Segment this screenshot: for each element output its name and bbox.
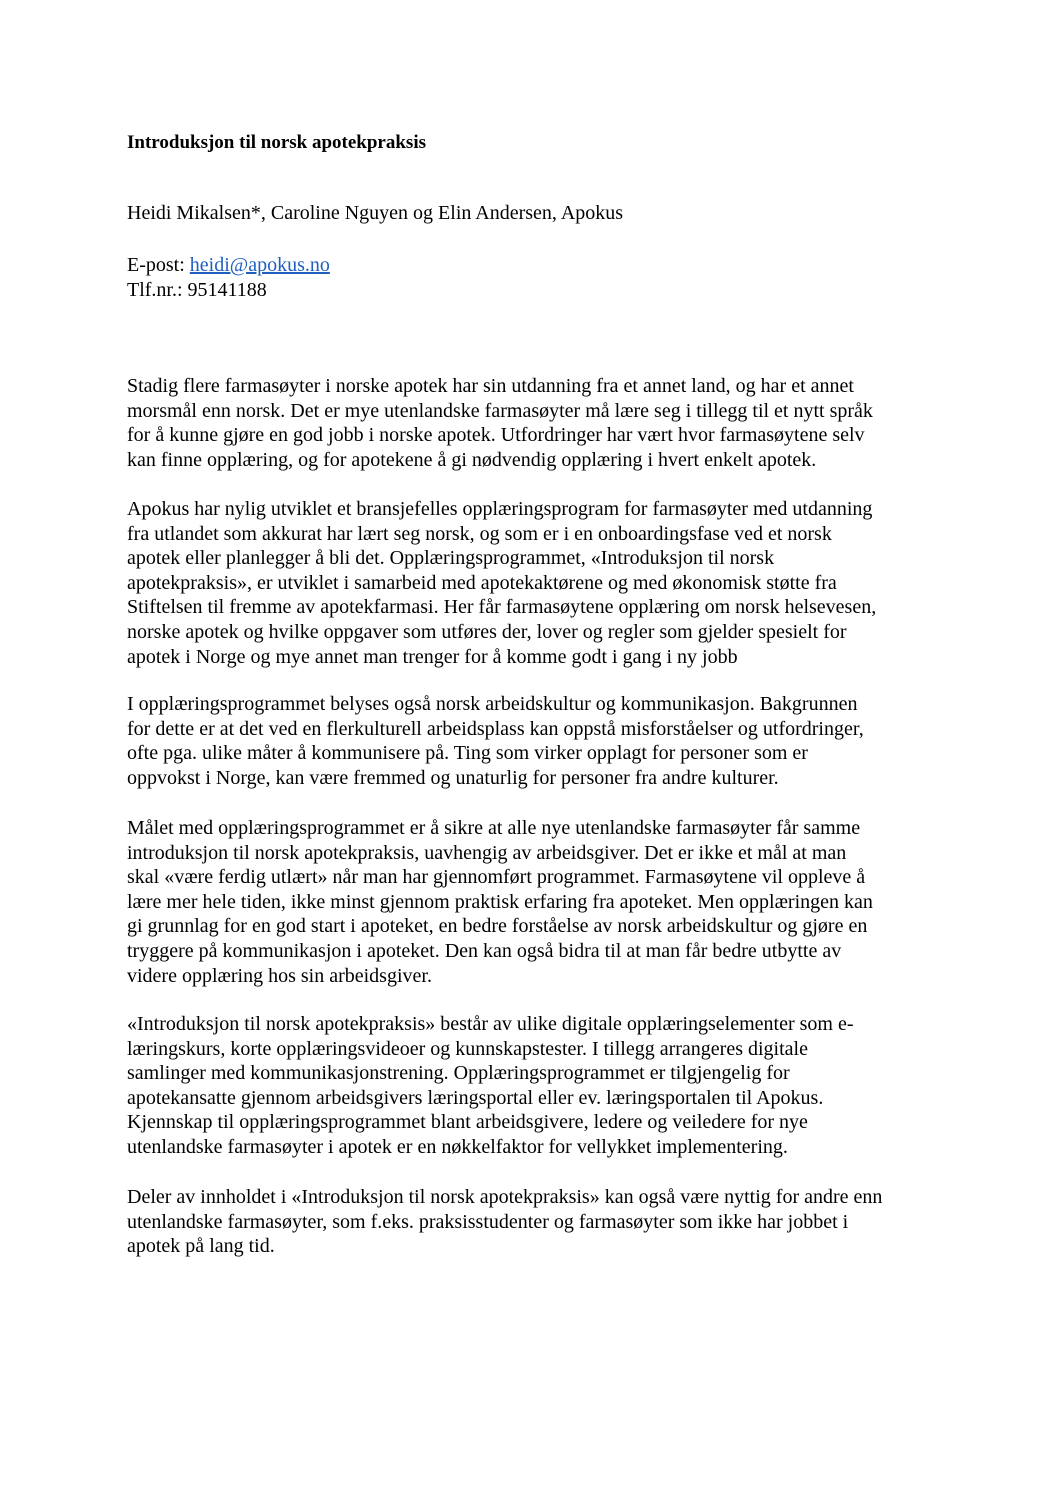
contact-info <box>127 253 947 302</box>
paragraph-line: apotek eller planlegger å bli det. Opplæringsprogrammet, «Introduksjon til norsk <box>127 547 775 570</box>
paragraph-line: for dette er at det ved en flerkulturell arbeidsplass kan oppstå misforståelser og utfordringer, <box>127 717 864 740</box>
paragraph-line: kan finne opplæring, og for apotekene å gi nødvendig opplæring i hvert enkelt apotek. <box>127 448 817 471</box>
phone-label: Tlf.nr.: <box>127 278 188 301</box>
paragraph-line: videre opplæring hos sin arbeidsgiver. <box>127 964 432 987</box>
paragraph-line: apotekansatte gjennom arbeidsgivers læringsportal eller ev. læringsportalen til Apokus. <box>127 1086 824 1109</box>
paragraph-line: tryggere på kommunikasjon i apoteket. Den kan også bidra til at man får bedre utbytte av <box>127 939 842 962</box>
paragraph-5 <box>127 1012 947 1160</box>
paragraph-line: apotek på lang tid. <box>127 1235 275 1258</box>
paragraph-line: apotek i Norge og mye annet man trenger for å komme godt i gang i ny jobb <box>127 645 738 668</box>
paragraph-line: for å kunne gjøre en god jobb i norske apotek. Utfordringer har vært hvor farmasøytene selv <box>127 424 865 447</box>
paragraph-line: utenlandske farmasøyter i apotek er en nøkkelfaktor for vellykket implementering. <box>127 1135 788 1158</box>
paragraph-line: skal «være ferdig utlært» når man har gjennomført programmet. Farmasøytene vil oppleve å <box>127 866 866 889</box>
paragraph-line: fra utlandet som akkurat har lært seg norsk, og som er i en onboardingsfase ved et norsk <box>127 522 832 545</box>
paragraph-line: morsmål enn norsk. Det er mye utenlandske farmasøyter må lære seg i tillegg til et nytt språk <box>127 399 873 422</box>
paragraph-line: samlinger med kommunikasjonstrening. Opplæringsprogrammet er tilgjengelig for <box>127 1062 790 1085</box>
author-line: Heidi Mikalsen*, Caroline Nguyen og Elin Andersen, Apokus <box>127 202 624 224</box>
paragraph-line: lære mer hele tiden, ikke minst gjennom praktisk erfaring fra apoteket. Men opplæringen kan <box>127 890 873 913</box>
phone-number: 95141188 <box>187 278 267 301</box>
paragraph-line: «Introduksjon til norsk apotekpraksis» består av ulike digitale opplæringselementer som e- <box>127 1013 854 1035</box>
paragraph-line: utenlandske farmasøyter, som f.eks. praksisstudenter og farmasøyter som ikke har jobbet i <box>127 1210 849 1233</box>
paragraph-3 <box>127 692 947 790</box>
paragraph-line: norske apotek og hvilke oppgaver som utføres der, lover og regler som gjelder spesielt for <box>127 620 847 643</box>
paragraph-line: Stiftelsen til fremme av apotekfarmasi. Her får farmasøytene opplæring om norsk helsevesen, <box>127 596 877 619</box>
document-title: Introduksjon til norsk apotekpraksis <box>127 132 426 153</box>
paragraph-line: Kjennskap til opplæringsprogrammet blant arbeidsgivere, ledere og veiledere for nye <box>127 1111 808 1134</box>
email-line <box>127 253 947 278</box>
paragraph-line: Målet med opplæringsprogrammet er å sikre at alle nye utenlandske farmasøyter får samme <box>127 817 861 839</box>
paragraph-4 <box>127 816 947 988</box>
paragraph-line: apotekpraksis», er utviklet i samarbeid med apotekaktørene og med økonomisk støtte fra <box>127 571 837 594</box>
paragraph-line: I opplæringsprogrammet belyses også norsk arbeidskultur og kommunikasjon. Bakgrunnen <box>127 693 858 715</box>
paragraph-line: Stadig flere farmasøyter i norske apotek har sin utdanning fra et annet land, og har et annet <box>127 375 854 397</box>
paragraph-line: introduksjon til norsk apotekpraksis, uavhengig av arbeidsgiver. Det er ikke et mål at man <box>127 841 847 864</box>
paragraph-line: ofte pga. ulike måter å kommunisere på. Ting som virker opplagt for personer som er <box>127 742 808 765</box>
email-link[interactable]: heidi@apokus.no <box>189 254 330 276</box>
paragraph-line: oppvokst i Norge, kan være fremmed og unaturlig for personer fra andre kulturer. <box>127 766 779 789</box>
phone-line <box>127 278 947 303</box>
paragraph-line: Deler av innholdet i «Introduksjon til norsk apotekpraksis» kan også være nyttig for andre enn <box>127 1186 883 1208</box>
paragraph-6 <box>127 1185 947 1259</box>
paragraph-line: læringskurs, korte opplæringsvideoer og kunnskapstester. I tillegg arrangeres digitale <box>127 1037 808 1060</box>
paragraph-2 <box>127 497 947 669</box>
paragraph-line: gi grunnlag for en god start i apoteket, en bedre forståelse av norsk arbeidskultur og gjøre en <box>127 915 868 938</box>
paragraph-1 <box>127 374 947 472</box>
paragraph-line: Apokus har nylig utviklet et bransjefelles opplæringsprogram for farmasøyter med utdanning <box>127 498 873 520</box>
email-label: E-post: <box>127 254 190 276</box>
